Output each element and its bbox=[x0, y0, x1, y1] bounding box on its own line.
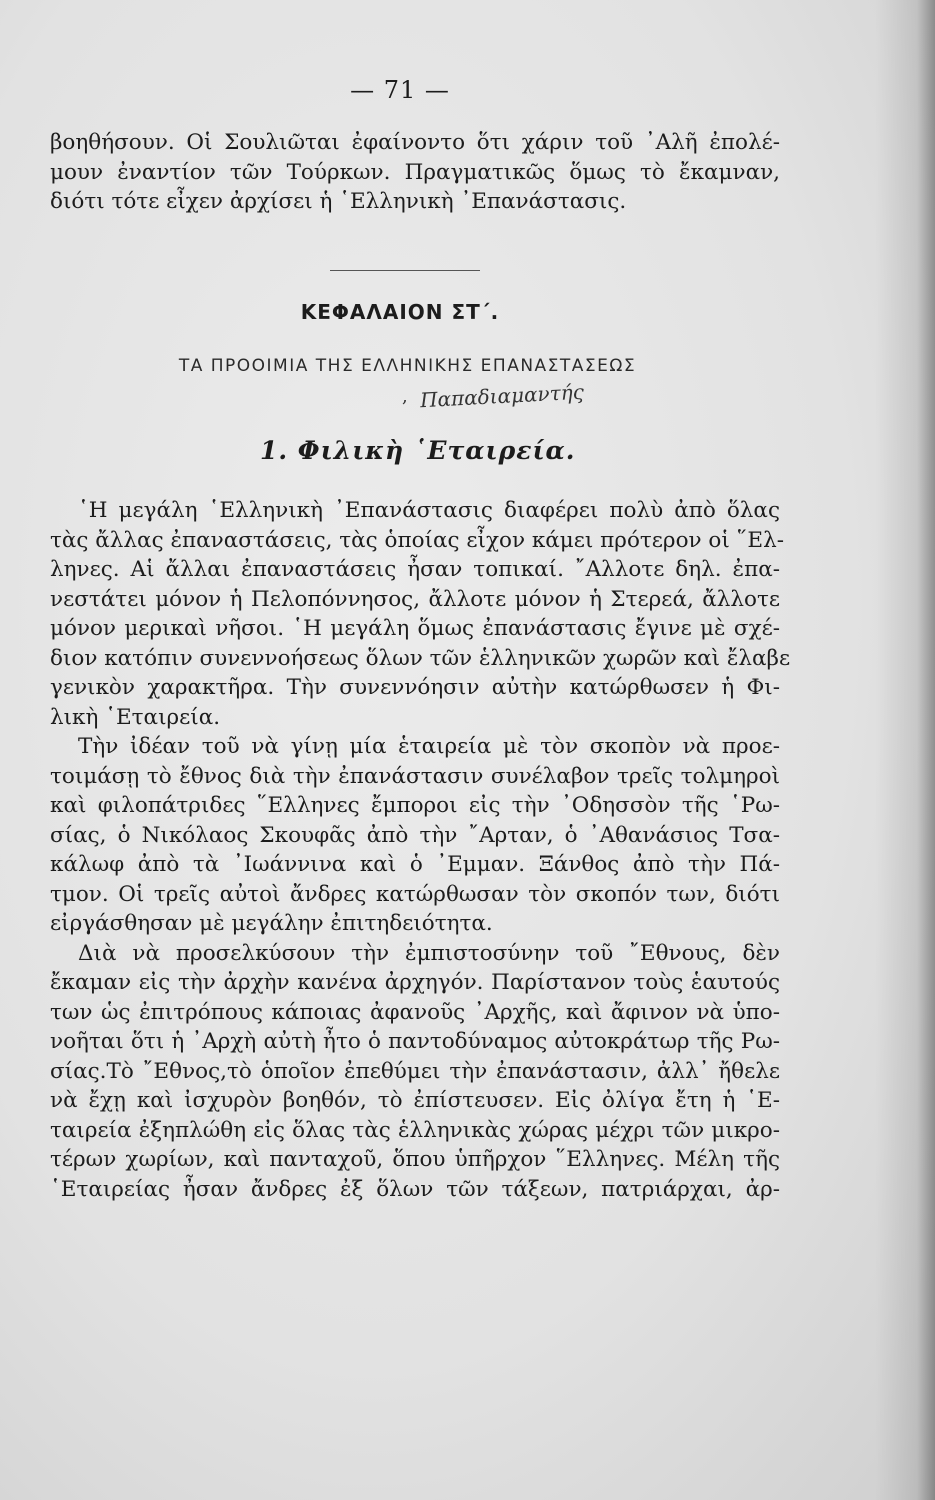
text-line: μουν ἐναντίον τῶν Τούρκων. Πραγματικῶς ὅμως τὸ ἔκαμναν, bbox=[50, 159, 780, 185]
text-line: καὶ φιλοπάτριδες ῞Ελληνες ἔμποροι εἰς τὴν ᾿Οδησσὸν τῆς ῾Ρω- bbox=[50, 793, 780, 818]
section-title: 1. Φιλικὴ ῾Εταιρεία. bbox=[260, 436, 576, 465]
section-divider bbox=[330, 270, 480, 271]
handwriting-mark: , bbox=[402, 386, 408, 407]
text-line: των ὡς ἐπιτρόπους κάποιας ἀφανοῦς ᾿Αρχῆς, καὶ ἄφινον νὰ ὑπο- bbox=[50, 999, 780, 1025]
top-paragraph bbox=[50, 128, 780, 217]
body-text bbox=[50, 496, 791, 1204]
text-line: διότι τότε εἶχεν ἀρχίσει ἡ ῾Ελληνικὴ ᾿Επανάστασις. bbox=[50, 189, 627, 214]
text-line: ῾Η μεγάλη ῾Ελληνικὴ ᾿Επανάστασις διαφέρει πολὺ ἀπὸ ὅλας bbox=[78, 498, 780, 523]
text-line: σίας.Τὸ ῎Εθνος,τὸ ὁποῖον ἐπεθύμει τὴν ἐπανάστασιν, ἀλλ᾿ ἤθελε bbox=[50, 1058, 780, 1084]
text-line: νὰ ἔχῃ καὶ ἰσχυρὸν βοηθόν, τὸ ἐπίστευσεν. Εἰς ὀλίγα ἔτη ἡ ῾Ε- bbox=[50, 1088, 780, 1113]
text-line: τμον. Οἱ τρεῖς αὐτοὶ ἄνδρες κατώρθωσαν τὸν σκοπόν των, διότι bbox=[50, 881, 780, 907]
handwritten-note: Παπαδιαμαντής bbox=[419, 379, 585, 413]
text-line: γενικὸν χαρακτῆρα. Τὴν συνεννόησιν αὐτὴν κατώρθωσεν ἡ Φι- bbox=[50, 675, 780, 700]
text-line: νοῆται ὅτι ἡ ᾿Αρχὴ αὐτὴ ἦτο ὁ παντοδύναμος αὐτοκράτωρ τῆς Ρω- bbox=[50, 1029, 780, 1054]
chapter-subtitle: ΤΑ ΠΡΟΟΙΜΙΑ ΤΗΣ ΕΛΛΗΝΙΚΗΣ ΕΠΑΝΑΣΤΑΣΕΩΣ bbox=[178, 356, 637, 376]
text-line: Διὰ νὰ προσελκύσουν τὴν ἐμπιστοσύνην τοῦ ῎Εθνους, δὲν bbox=[78, 940, 780, 966]
text-line: κάλωφ ἀπὸ τὰ ᾿Ιωάννινα καὶ ὁ ᾿Εμμαν. Ξάνθος ἀπὸ τὴν Πά- bbox=[50, 852, 780, 877]
text-line: ταιρεία ἐξηπλώθη εἰς ὅλας τὰς ἑλληνικὰς χώρας μέχρι τῶν μικρο- bbox=[50, 1117, 780, 1143]
text-line: τοιμάσῃ τὸ ἔθνος διὰ τὴν ἐπανάστασιν συνέλαβον τρεῖς τολμηροὶ bbox=[50, 763, 780, 789]
text-line: βοηθήσουν. Οἱ Σουλιῶται ἐφαίνοντο ὅτι χάριν τοῦ ᾿Αλῆ ἐπολέ- bbox=[50, 130, 780, 155]
text-line: ἔκαμαν εἰς τὴν ἀρχὴν κανένα ἀρχηγόν. Παρίστανον τοὺς ἑαυτούς bbox=[50, 970, 780, 995]
text-line: μόνον μερικαὶ νῆσοι. ῾Η μεγάλη ὅμως ἐπανάστασις ἔγινε μὲ σχέ- bbox=[50, 616, 780, 641]
text-line: εἰργάσθησαν μὲ μεγάλην ἐπιτηδειότητα. bbox=[50, 911, 493, 936]
chapter-title: ΚΕΦΑΛΑΙΟΝ ΣΤ΄. bbox=[300, 300, 500, 324]
page-edge-shadow bbox=[875, 0, 935, 1500]
text-line: λικὴ ῾Εταιρεία. bbox=[50, 704, 221, 730]
text-line: διον κατόπιν συνεννοήσεως ὅλων τῶν ἑλληνικῶν χωρῶν καὶ ἔλαβε bbox=[50, 645, 791, 671]
text-line: τὰς ἄλλας ἐπαναστάσεις, τὰς ὁποίας εἶχον κάμει πρότερον οἱ ῞Ελ- bbox=[50, 527, 784, 553]
text-line: τέρων χωρίων, καὶ πανταχοῦ, ὅπου ὑπῆρχον ῞Ελληνες. Μέλη τῆς bbox=[50, 1147, 780, 1172]
text-line: νεστάτει μόνον ἡ Πελοπόννησος, ἄλλοτε μόνον ἡ Στερεά, ἄλλοτε bbox=[50, 586, 780, 612]
text-line: Τὴν ἰδέαν τοῦ νὰ γίνῃ μία ἑταιρεία μὲ τὸν σκοπὸν νὰ προε- bbox=[78, 734, 780, 759]
text-line: σίας, ὁ Νικόλαος Σκουφᾶς ἀπὸ τὴν ῎Αρταν, ὁ ᾿Αθανάσιος Τσα- bbox=[50, 822, 780, 848]
text-line: ληνες. Αἱ ἄλλαι ἐπαναστάσεις ἦσαν τοπικαί. ῎Αλλοτε δηλ. ἐπα- bbox=[50, 557, 780, 582]
text-line: ῾Εταιρείας ἦσαν ἄνδρες ἐξ ὅλων τῶν τάξεων, πατριάρχαι, ἀρ- bbox=[50, 1176, 780, 1202]
page-number: — 71 — bbox=[350, 76, 450, 104]
